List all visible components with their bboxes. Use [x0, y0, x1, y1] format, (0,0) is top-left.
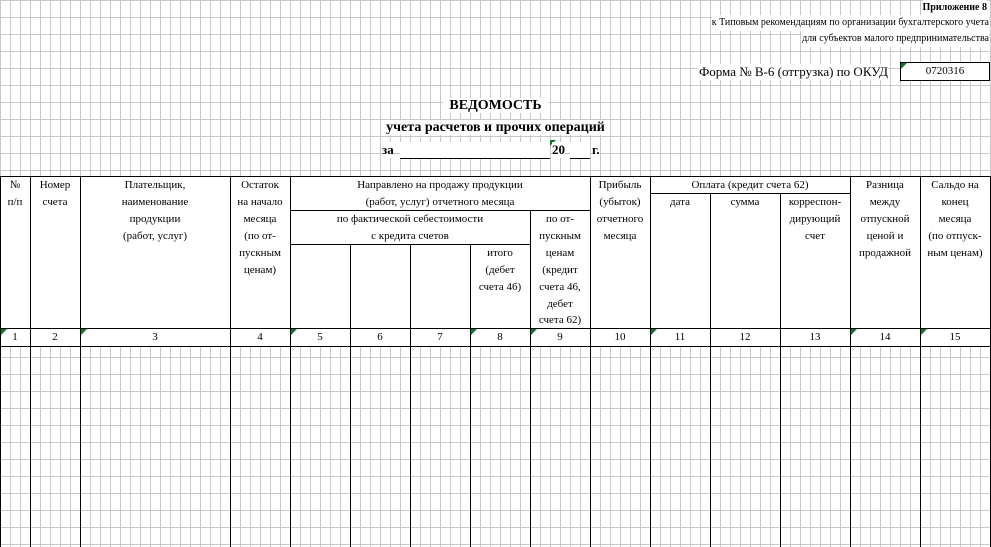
column-number-10: 10 [614, 331, 626, 343]
form-label: Форма № В-6 (отгрузка) по ОКУД [698, 64, 888, 79]
year-field[interactable] [570, 142, 590, 159]
column-number-5: 5 [317, 331, 323, 343]
appendix-title: Приложение 8 [923, 0, 987, 16]
column-number-2: 2 [52, 331, 58, 343]
cell-marker-icon [1, 329, 7, 335]
cell-marker-icon [81, 329, 87, 335]
cell-marker-icon [851, 329, 857, 335]
year-prefix: 20 [552, 142, 565, 157]
column-number-12: 12 [739, 331, 751, 343]
document-subtitle: учета расчетов и прочих операций [0, 120, 991, 136]
okud-code-box [900, 62, 990, 81]
period-field[interactable] [400, 142, 550, 159]
cell-marker-icon [531, 329, 537, 335]
column-number-8: 8 [497, 331, 503, 343]
okud-code: 0720316 [925, 65, 965, 77]
column-number-6: 6 [377, 331, 383, 343]
recommendations-line-1: к Типовым рекомендациям по организации бухгалтерского учета [712, 15, 989, 31]
recommendations-line-2: для субъектов малого предпринимательства [802, 31, 989, 47]
column-number-3: 3 [152, 331, 158, 343]
cell-marker-icon [921, 329, 927, 335]
column-number-11: 11 [674, 331, 686, 343]
cell-marker-icon [651, 329, 657, 335]
col-12-header: сумма [730, 196, 760, 208]
cell-marker-icon [471, 329, 477, 335]
column-number-14: 14 [879, 331, 891, 343]
year-suffix: г. [592, 142, 600, 157]
column-number-7: 7 [437, 331, 443, 343]
col-11-header: дата [669, 196, 691, 208]
okud-marker-icon [901, 63, 907, 69]
column-number-1: 1 [12, 331, 18, 343]
column-number-4: 4 [257, 331, 263, 343]
column-number-15: 15 [949, 331, 961, 343]
column-number-13: 13 [809, 331, 821, 343]
document-title: ВЕДОМОСТЬ [0, 98, 991, 114]
period-prefix: за [382, 142, 394, 157]
column-number-9: 9 [557, 331, 563, 343]
cell-marker-icon [291, 329, 297, 335]
payment-group-header: Оплата (кредит счета 62) [691, 179, 809, 191]
